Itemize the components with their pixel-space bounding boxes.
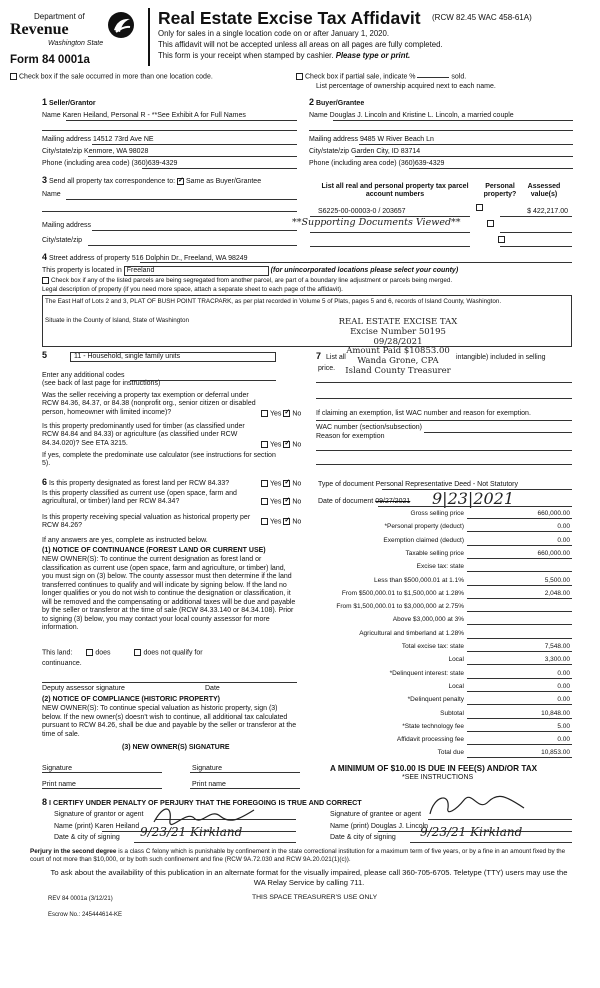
tax-row-label: From $500,000.01 to $1,500,000 at 1.28% xyxy=(341,589,464,597)
located-note: (for unincorporated locations please select your county) xyxy=(270,267,459,274)
forest-yes-no xyxy=(261,480,301,489)
grantor-name[interactable]: Karen Heiland xyxy=(94,823,140,830)
yes-label: Yes xyxy=(270,498,282,506)
tax-row-value[interactable]: 5.00 xyxy=(467,723,572,732)
tax-row-value[interactable]: 10,853.00 xyxy=(467,749,572,758)
tax-row-label: *Delinquent interest: state xyxy=(389,669,464,677)
underline xyxy=(424,432,572,433)
tax-row-value[interactable]: 3,300.00 xyxy=(467,656,572,665)
stamp-line: Island County Treasurer xyxy=(345,365,451,376)
tax-row-value[interactable] xyxy=(467,563,572,572)
does-label: does xyxy=(95,649,111,657)
field-label: Name xyxy=(309,112,328,119)
grantee-date-handwritten: 9/23/21 Kirkland xyxy=(420,825,523,839)
form-title: Real Estate Excise Tax Affidavit xyxy=(158,8,421,28)
tax-row-label: *Personal property (deduct) xyxy=(384,523,464,531)
seller-mail[interactable]: 14512 73rd Ave NE xyxy=(92,136,154,143)
underline xyxy=(409,168,573,169)
parcel-header: List all real and personal property tax parcel account numbers xyxy=(321,183,469,199)
exemption-yes-no xyxy=(261,410,301,419)
treasurer-stamp xyxy=(318,318,478,377)
does-checkbox[interactable] xyxy=(86,649,93,656)
tax-row xyxy=(320,590,572,600)
legal-description: The East Half of Lots 2 and 3, PLAT OF BUSH POINT TRACPARK, as per plat recorded in Volume 5 of Plats, pages 5 and 6, records of Island County, Washington. xyxy=(45,298,502,305)
legal-label: Legal description of property (if you need more space, attach a separate sheet to each page of the affidavit). xyxy=(42,286,343,293)
header-note-1: Only for sales in a single location code on or after January 1, 2020. xyxy=(158,29,390,38)
buyer-city[interactable]: Garden City, ID 83714 xyxy=(351,148,421,155)
tax-row-value[interactable]: 0.00 xyxy=(467,683,572,692)
section-number: 7 xyxy=(316,351,322,361)
tax-row xyxy=(320,749,572,759)
continuance-label: continuance. xyxy=(42,660,82,667)
underline xyxy=(66,120,297,121)
tax-row xyxy=(320,683,572,693)
tax-row-label: Gross selling price xyxy=(410,510,464,517)
logo-revenue: Revenue xyxy=(10,21,69,38)
underline xyxy=(309,130,573,131)
deputy-signature-label: Deputy assessor signature xyxy=(42,685,125,692)
logo-washington: Washington State xyxy=(48,40,104,47)
s3-name-row xyxy=(42,191,61,199)
multi-location-check[interactable] xyxy=(10,73,213,82)
underline xyxy=(355,156,573,157)
timber-yes-no xyxy=(261,441,301,450)
buyer-heading xyxy=(309,97,364,108)
this-land-label: This land: xyxy=(42,649,73,657)
document-date-struck[interactable]: 09/27/2021 xyxy=(375,498,411,505)
field-label: Name (print) xyxy=(54,823,93,830)
tax-row-label: *Delinquent penalty xyxy=(407,696,464,704)
header-divider xyxy=(148,8,150,66)
yes-checkbox[interactable] xyxy=(261,480,268,487)
deputy-date-label: Date xyxy=(205,685,220,692)
underline xyxy=(42,682,297,683)
header-note-3-text: This form is your receipt when stamped by cashier. xyxy=(158,51,334,60)
section-number: 3 xyxy=(42,175,48,185)
tax-row xyxy=(320,563,572,573)
tax-row-label: *State technology fee xyxy=(402,722,464,730)
tax-row-value[interactable]: 10,848.00 xyxy=(467,710,572,719)
no-label: No xyxy=(292,498,302,506)
segregate-row xyxy=(42,277,572,285)
stamp-line: 09/28/2021 xyxy=(373,336,423,347)
underline xyxy=(42,211,297,212)
tax-row-label: Affidavit processing fee xyxy=(396,736,464,744)
legal-description-2: Situate in the County of Island, State of Washington xyxy=(45,316,189,324)
tax-row xyxy=(320,643,572,653)
grantee-date-label: Date & city of signing xyxy=(330,834,396,841)
minimum-due-note: A MINIMUM OF $10.00 IS DUE IN FEE(S) AND/OR TAX xyxy=(330,764,538,773)
document-date-handwritten: 9|23|2021 xyxy=(432,489,515,508)
notice1-body: NEW OWNER(S): To continue the current designation as forest land or classification as current use (open space, farm and agriculture, or timber) land, you must sign on (3) below. The county assessor must then determine if the land transferred continues to qualify and will indicate by signing below. If the land no longer qualifies or you do not wish to continue the designation or classification, it will be removed and the compensating or additional taxes will be due and payable by the seller or transferor at the time of sale (RCW 84.33.140 or 84.34.108). Prior to signing (3) below, you may contact your local county assessor for more information. xyxy=(42,556,296,632)
timber-note xyxy=(42,452,277,469)
tax-row xyxy=(320,510,572,520)
tax-row-label: Taxable selling price xyxy=(405,549,464,557)
yes-label: Yes xyxy=(270,518,282,526)
tax-row-label: Total excise tax: state xyxy=(401,643,464,650)
seller-heading xyxy=(42,97,96,108)
checkbox-icon[interactable] xyxy=(296,73,303,80)
grantee-signature-label: Signature of grantee or agent xyxy=(330,811,422,818)
field-label: Name xyxy=(42,112,61,119)
tax-row-label: Above $3,000,000 at 3% xyxy=(392,616,464,624)
tax-row xyxy=(320,616,572,626)
location-select[interactable]: Freeland xyxy=(124,266,269,276)
forest-question-text: Is this property designated as forest land per RCW 84.33? xyxy=(48,480,230,487)
tax-row xyxy=(320,577,572,587)
header-note-3 xyxy=(158,51,410,60)
seller-heading-label: Seller/Grantor xyxy=(48,100,96,107)
tax-row xyxy=(320,537,572,547)
yes-checkbox[interactable] xyxy=(261,518,268,525)
yes-checkbox[interactable] xyxy=(261,410,268,417)
revenue-swoosh-icon xyxy=(106,10,136,40)
tax-row-label: Agricultural and timberland at 1.28% xyxy=(359,629,464,637)
tax-row xyxy=(320,710,572,720)
underline xyxy=(316,398,572,399)
tax-row-value[interactable]: 0.00 xyxy=(467,736,572,745)
tax-row-value[interactable] xyxy=(467,616,572,625)
field-label: Phone (including area code) xyxy=(42,160,130,167)
timber-question: Is this property predominantly used for timber (as classified under RCW 84.84 and 84.33) or agriculture (as classified under RCW 84.34.020)? See ETA 3215. xyxy=(42,423,245,447)
header-note-3-bold: Please type or print. xyxy=(335,51,411,60)
document-type[interactable]: Personal Representative Deed - Not Statutory xyxy=(375,481,519,488)
perjury-bold: Perjury in the second degree xyxy=(30,848,117,855)
seller-city[interactable]: Kenmore, WA 98028 xyxy=(84,148,149,155)
underline xyxy=(410,842,572,843)
rev-number: REV 84 0001a (3/12/21) xyxy=(48,896,113,902)
no-checkbox[interactable] xyxy=(283,498,290,505)
underline xyxy=(316,464,572,465)
underline xyxy=(88,245,297,246)
sold-label: sold. xyxy=(451,73,467,81)
no-label: No xyxy=(292,518,302,526)
historic-yes-no xyxy=(261,518,301,527)
no-checkbox[interactable] xyxy=(283,480,290,487)
grantor-signature-label: Signature of grantor or agent xyxy=(54,811,144,818)
underline xyxy=(92,144,297,145)
section7-list: List all xyxy=(326,354,346,361)
assessed-value[interactable]: $ 422,217.00 xyxy=(527,208,568,215)
notice1-title: (1) NOTICE OF CONTINUANCE (FOREST LAND OR CURRENT USE) xyxy=(42,547,266,554)
field-label: Type of document xyxy=(318,481,374,488)
stamp-line: Amount Paid $10853.00 xyxy=(346,346,450,357)
field-label: Mailing address xyxy=(42,136,92,143)
section-number: 8 xyxy=(42,797,48,807)
multi-location-label: Check box if the sale occurred in more than one location code. xyxy=(19,73,213,81)
partial-pct-field[interactable] xyxy=(417,77,449,78)
underline xyxy=(359,144,573,145)
underline xyxy=(42,130,297,131)
see-instructions: *SEE INSTRUCTIONS xyxy=(402,774,474,781)
form-statute: (RCW 82.45 WAC 458-61A) xyxy=(432,13,532,22)
grantee-name[interactable]: Douglas J. Lincoln xyxy=(370,823,429,830)
form-number: Form 84 0001a xyxy=(10,54,90,66)
buyer-heading-label: Buyer/Grantee xyxy=(315,100,365,107)
tax-row-value[interactable]: 5,500.00 xyxy=(467,577,572,586)
no-label: No xyxy=(292,410,302,418)
alt-format-note: To ask about the availability of this publication in an alternate format for the visually impaired, please call 360-705-6705. Teletype (TTY) users may use the WA Relay Service by calling 711. xyxy=(50,868,568,888)
underline xyxy=(140,262,572,263)
yes-label: Yes xyxy=(270,441,282,449)
underline xyxy=(66,199,297,200)
same-as-buyer-checkbox[interactable] xyxy=(177,178,184,185)
tax-row xyxy=(320,550,572,560)
owner-print-label-2: Print name xyxy=(192,781,226,788)
no-label: No xyxy=(292,480,302,488)
underline xyxy=(310,246,470,247)
treasurer-use-label: THIS SPACE TREASURER'S USE ONLY xyxy=(252,894,378,901)
section-number: 2 xyxy=(309,97,315,107)
yes-checkbox[interactable] xyxy=(261,441,268,448)
yes-checkbox[interactable] xyxy=(261,498,268,505)
located-row xyxy=(42,266,458,276)
field-label: Mailing address xyxy=(42,222,92,229)
if-yes-note: If any answers are yes, complete as instructed below. xyxy=(42,537,208,544)
section-number: 4 xyxy=(42,252,48,262)
tax-row-value[interactable]: 2,048.00 xyxy=(467,590,572,599)
parcel-number[interactable]: S6225-00-00003-0 / 203657 xyxy=(318,208,406,215)
field-label: Phone (including area code) xyxy=(309,160,397,167)
tax-row xyxy=(320,736,572,746)
stamp-line: Wanda Grone, CPA xyxy=(357,356,439,367)
tax-row-value[interactable]: 0.00 xyxy=(467,696,572,705)
exemption-label: If claiming an exemption, list WAC number and reason for exemption. xyxy=(316,410,531,417)
segregate-checkbox[interactable] xyxy=(42,277,49,284)
section7-intangible: intangible) included in selling xyxy=(456,354,546,361)
field-label: Mailing address xyxy=(309,136,359,143)
does-not-label: does not qualify for xyxy=(143,649,203,657)
s3-mail-row xyxy=(42,222,91,230)
stamp-line: Excise Number 50195 xyxy=(350,326,446,337)
personal-property-checkbox[interactable] xyxy=(498,236,505,243)
no-checkbox[interactable] xyxy=(283,441,290,448)
personal-property-checkbox[interactable] xyxy=(476,204,483,211)
buyer-name[interactable]: Douglas J. Lincoln and Kristine L. Lincoln, a married couple xyxy=(329,112,514,119)
historic-question: Is this property receiving special valuation as historical property per RCW 84.26? xyxy=(42,514,251,530)
continuance-row xyxy=(42,649,297,658)
land-use-select[interactable]: 11 - Household, single family units xyxy=(70,352,276,362)
reason-label: Reason for exemption xyxy=(316,433,385,440)
personal-property-checkbox[interactable] xyxy=(487,220,494,227)
legal-description-box[interactable] xyxy=(42,295,572,347)
tax-row-value[interactable]: 660,000.00 xyxy=(467,510,572,519)
tax-row xyxy=(320,670,572,680)
tax-row-value[interactable] xyxy=(467,603,572,612)
underline xyxy=(316,450,572,451)
owner-signature-label-2: Signature xyxy=(192,765,222,772)
tax-row-value[interactable]: 0.00 xyxy=(467,537,572,546)
field-label: Name (print) xyxy=(330,823,369,830)
underline xyxy=(500,232,572,233)
underline xyxy=(316,382,572,383)
timber-note-text: If yes, complete the predominate use calculator (see instructions for section 5). xyxy=(42,452,276,468)
section-number: 5 xyxy=(42,350,48,360)
tax-row-label: Excise tax: state xyxy=(416,563,464,571)
tax-row xyxy=(320,723,572,733)
tax-row-label: Exemption claimed (deduct) xyxy=(383,536,464,544)
tax-row-label: Total due xyxy=(437,749,464,757)
escrow-number: Escrow No.: 245444614-KE xyxy=(48,912,123,918)
grantor-date-handwritten: 9/23/21 Kirkland xyxy=(140,825,243,839)
underline xyxy=(134,842,296,843)
same-as-buyer-label: Same as Buyer/Grantee xyxy=(186,178,262,185)
field-label: City/state/zip xyxy=(42,148,83,155)
tax-row-label: Local xyxy=(448,682,464,690)
grantor-signature-icon xyxy=(150,800,260,828)
tax-row-value[interactable]: 660,000.00 xyxy=(467,550,572,559)
yes-label: Yes xyxy=(270,480,282,488)
tax-row-label: Subtotal xyxy=(440,709,464,717)
partial-sale-label: Check box if partial sale, indicate % xyxy=(305,73,416,81)
no-label: No xyxy=(292,441,302,449)
does-not-checkbox[interactable] xyxy=(134,649,141,656)
tax-row-value[interactable] xyxy=(467,630,572,639)
current-use-yes-no xyxy=(261,498,301,507)
buyer-mail[interactable]: 9485 W River Beach Ln xyxy=(359,136,434,143)
owner-print-label: Print name xyxy=(42,781,76,788)
underline xyxy=(378,506,572,507)
tax-row-value[interactable]: 0.00 xyxy=(467,523,572,532)
segregate-label: Check box if any of the listed parcels are being segregated from another parcel, are part of a boundary line adjustment or parcels being merged. xyxy=(51,277,453,285)
logo-department: Department of xyxy=(34,12,85,21)
list-pct-note: List percentage of ownership acquired next to each name. xyxy=(316,83,496,90)
section7-price: price. xyxy=(318,365,336,372)
underline xyxy=(310,232,470,233)
stamp-line: REAL ESTATE EXCISE TAX xyxy=(338,317,458,327)
current-use-question: Is this property classified as current use (open space, farm and agricultural, or timber) land per RCW 84.34? xyxy=(42,490,237,506)
notice3-title: (3) NEW OWNER(S) SIGNATURE xyxy=(122,744,230,751)
seller-phone[interactable]: (360)639-4329 xyxy=(131,160,178,167)
supporting-docs-note: **Supporting Documents Viewed** xyxy=(292,217,461,228)
underline xyxy=(500,246,572,247)
tax-row xyxy=(320,656,572,666)
yes-label: Yes xyxy=(270,410,282,418)
tax-row-value[interactable]: 7,548.00 xyxy=(467,643,572,652)
no-checkbox[interactable] xyxy=(283,410,290,417)
s3-city-row xyxy=(42,237,82,245)
field-label: Street address of property xyxy=(48,255,130,262)
addl-codes-label: Enter any additional codes xyxy=(42,372,125,379)
assessed-header: Assessed value(s) xyxy=(527,183,561,199)
perjury-text: is a class C felony which is punishable by confinement in the state correctional institution for a maximum term of five years, or by a fine in an amount fixed by the court of not more than $10,000, or by both such confinement and fine (RCW 9A.72.030 and RCW 9A.20.021(1)(c)). xyxy=(30,848,566,864)
field-label: Date of document xyxy=(318,498,374,505)
field-label: City/state/zip xyxy=(309,148,350,155)
seller-name[interactable]: Karen Heiland, Personal R - **See Exhibit A for Full Names xyxy=(62,112,246,119)
underline xyxy=(142,168,297,169)
notice2-title: (2) NOTICE OF COMPLIANCE (HISTORIC PROPERTY) xyxy=(42,696,220,703)
underline xyxy=(500,216,572,217)
personal-property-header: Personal property? xyxy=(483,183,517,199)
owner-signature-label: Signature xyxy=(42,765,72,772)
forest-question xyxy=(42,477,257,488)
grantor-date-label: Date & city of signing xyxy=(54,834,120,841)
tax-row-value[interactable]: 0.00 xyxy=(467,670,572,679)
section-number: 6 xyxy=(42,477,48,487)
partial-sale-check[interactable] xyxy=(296,73,466,82)
perjury-notice xyxy=(30,848,575,864)
tax-row xyxy=(320,523,572,533)
section-number: 1 xyxy=(42,97,48,107)
underline xyxy=(316,420,572,421)
underline xyxy=(88,156,297,157)
wac-label: WAC number (section/subsection) xyxy=(316,424,422,431)
underline xyxy=(333,120,573,121)
tax-row-label: From $1,500,000.01 to $3,000,000 at 2.75% xyxy=(336,603,464,611)
addl-codes-note: (see back of last page for instructions) xyxy=(42,380,161,387)
field-label: This property is located in xyxy=(42,267,122,274)
notice2-body: NEW OWNER(S): To continue special valuation as historic property, sign (3) below. If the new owner(s) doesn't wish to continue, all additional tax calculated pursuant to RCW 84.26, shall be due and payable by the seller or transferor at the time of sale. xyxy=(42,705,297,738)
tax-row-label: Local xyxy=(448,656,464,664)
tax-row-label: Less than $500,000.01 at 1.1% xyxy=(374,576,464,584)
exemption-question: Was the seller receiving a property tax exemption or deferral under RCW 84.36, 84.37, or 84.38 (nonprofit org., senior citizen or disabled person, homeowner with limited income)? xyxy=(42,392,256,416)
property-address[interactable]: 516 Dolphin Dr., Freeland, WA 98249 xyxy=(131,255,248,262)
underline xyxy=(92,230,297,231)
dor-logo xyxy=(10,10,138,50)
section3-row xyxy=(42,175,261,186)
buyer-phone[interactable]: (360)639-4329 xyxy=(398,160,445,167)
grantee-signature-icon xyxy=(424,790,534,820)
header-note-2: This affidavit will not be accepted unless all areas on all pages are fully completed. xyxy=(158,40,443,49)
tax-row xyxy=(320,603,572,613)
no-checkbox[interactable] xyxy=(283,518,290,525)
field-label: Name xyxy=(42,191,61,198)
checkbox-icon[interactable] xyxy=(10,73,17,80)
certify-text: I CERTIFY UNDER PENALTY OF PERJURY THAT THE FOREGOING IS TRUE AND CORRECT xyxy=(49,798,362,807)
tax-row xyxy=(320,696,572,706)
field-label: City/state/zip xyxy=(42,237,83,244)
tax-row xyxy=(320,630,572,640)
correspondence-label: Send all property tax correspondence to: xyxy=(48,178,176,185)
